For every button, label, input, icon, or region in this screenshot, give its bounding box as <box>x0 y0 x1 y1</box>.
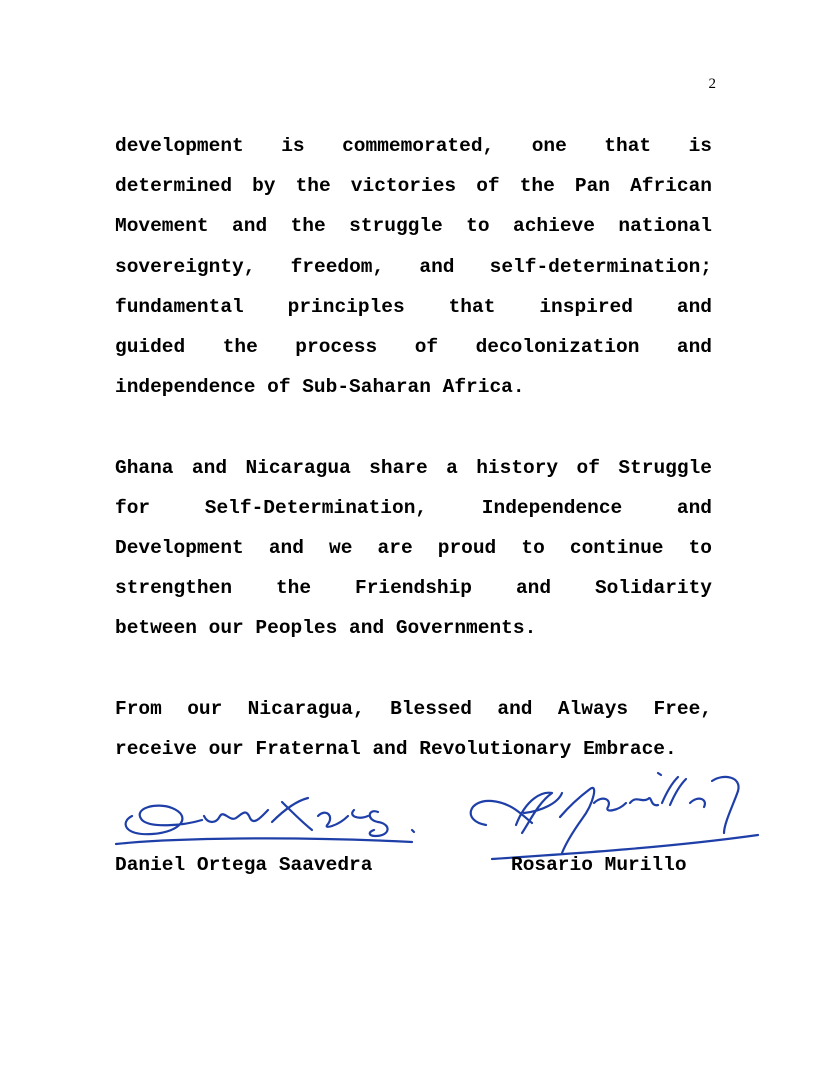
text-line: determined by the victories of the Pan African <box>115 175 712 198</box>
text-line: strengthen the Friendship and Solidarity <box>115 577 712 600</box>
paragraph-commemoration <box>115 126 712 407</box>
letter-body <box>115 126 712 809</box>
text-line: development is commemorated, one that is <box>115 135 712 157</box>
text-line: sovereignty, freedom, and self-determination; <box>115 255 712 278</box>
paragraph-shared-history <box>115 448 712 649</box>
page-number: 2 <box>708 76 716 92</box>
text-line: fundamental principles that inspired and <box>115 295 712 318</box>
signer-name-murillo: Rosario Murillo <box>511 854 687 876</box>
text-line: Ghana and Nicaragua share a history of Struggle <box>115 456 712 479</box>
text-line: guided the process of decolonization and <box>115 336 712 359</box>
signer-name-ortega: Daniel Ortega Saavedra <box>115 854 373 876</box>
text-line: Movement and the struggle to achieve national <box>115 215 712 238</box>
text-line: between our Peoples and Governments. <box>115 617 537 640</box>
text-line: receive our Fraternal and Revolutionary Embrace. <box>115 738 677 761</box>
signature-ink <box>116 798 414 844</box>
text-line: independence of Sub-Saharan Africa. <box>115 376 525 399</box>
text-line: for Self-Determination, Independence and <box>115 496 712 519</box>
text-line: From our Nicaragua, Blessed and Always Free, <box>115 697 712 720</box>
paragraph-closing <box>115 689 712 769</box>
text-line: Development and we are proud to continue to <box>115 537 712 560</box>
signature-ortega <box>112 786 442 856</box>
signature-murillo <box>462 763 762 863</box>
